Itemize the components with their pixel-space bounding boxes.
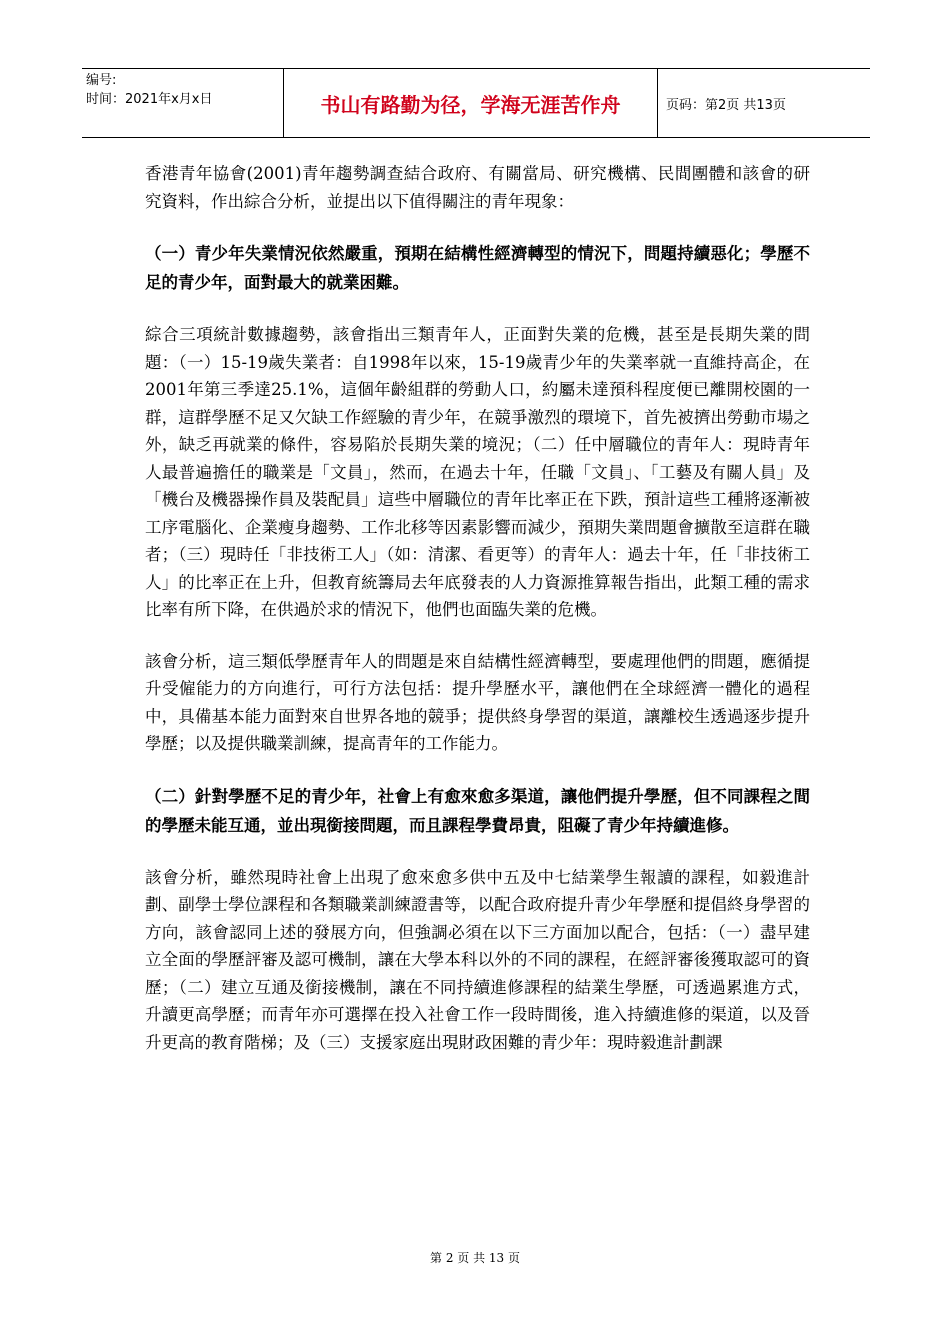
document-body — [145, 160, 810, 1056]
section-heading-1: （一）青少年失業情況依然嚴重，預期在結構性經濟轉型的情況下，問題持續惡化；學歷不足的青少年，面對最大的就業困難。 — [145, 244, 810, 292]
paragraph-unemployment: 綜合三項統計數據趨勢，該會指出三類青年人，正面對失業的危機，甚至是長期失業的問題：（一）15-19歲失業者：自1998年以來，15-19歲青少年的失業率就一直維持高企，在2001年第三季達25.1%，這個年齡組群的勞動人口，約屬未達預科程度便已離開校園的一群，這群學歷不足又欠缺工作經驗的青少年，在競爭激烈的環境下，首先被擠出勞動市場之外，缺乏再就業的條件，容易陷於長期失業的境況；（二）任中層職位的青年人：現時青年人最普遍擔任的職業是「文員」，然而，在過去十年，任職「文員」、「工藝及有關人員」及「機台及機器操作員及裝配員」這些中層職位的青年比率正在下跌，預計這些工種將逐漸被工序電腦化、企業瘦身趨勢、工作北移等因素影響而減少，預期失業問題會擴散至這群在職者；（三）現時任「非技術工人」（如：清潔、看更等）的青年人：過去十年，任「非技術工人」的比率正在上升，但教育統籌局去年底發表的人力資源推算報告指出，此類工種的需求比率有所下降，在供過於求的情況下，他們也面臨失業的危機。 — [145, 325, 810, 619]
page-header — [82, 68, 870, 138]
paragraph-intro: 香港青年協會(2001)青年趨勢調查結合政府、有關當局、研究機構、民間團體和該會的研究資料，作出綜合分析，並提出以下值得關注的青年現象： — [145, 164, 810, 211]
header-motto: 书山有路勤为径，学海无涯苦作舟 — [284, 69, 658, 137]
time-label: 时间：2021年x月x日 — [86, 92, 213, 107]
header-page-info: 页码：第2页 共13页 — [666, 97, 786, 113]
page-footer: 第 2 页 共 13 页 — [430, 1251, 520, 1265]
header-meta — [82, 69, 284, 137]
paragraph-education: 該會分析，雖然現時社會上出現了愈來愈多供中五及中七結業學生報讀的課程，如毅進計劃、副學士學位課程和各類職業訓練證書等，以配合政府提升青少年學歷和提倡終身學習的方向，該會認同上述的發展方向，但強調必須在以下三方面加以配合，包括：（一）盡早建立全面的學歷評審及認可機制，讓在大學本科以外的不同的課程，在經評審後獲取認可的資歷；（二）建立互通及銜接機制，讓在不同持續進修課程的結業生學歷，可透過累進方式，升讀更高學歷；而青年亦可選擇在投入社會工作一段時間後，進入持續進修的渠道，以及晉升更高的教育階梯；及（三）支援家庭出現財政困難的青少年：現時毅進計劃課 — [145, 867, 810, 1052]
number-label: 编号: — [86, 73, 117, 88]
paragraph-analysis: 該會分析，這三類低學歷青年人的問題是來自結構性經濟轉型，要處理他們的問題，應循提升受僱能力的方向進行，可行方法包括：提升學歷水平，讓他們在全球經濟一體化的過程中，具備基本能力面對來自世界各地的競爭；提供終身學習的渠道，讓離校生透過逐步提升學歷；以及提供職業訓練，提高青年的工作能力。 — [145, 651, 810, 753]
section-heading-2: （二）針對學歷不足的青少年，社會上有愈來愈多渠道，讓他們提升學歷，但不同課程之間的學歷未能互通，並出現銜接問題，而且課程學費昂貴，阻礙了青少年持續進修。 — [145, 786, 810, 835]
